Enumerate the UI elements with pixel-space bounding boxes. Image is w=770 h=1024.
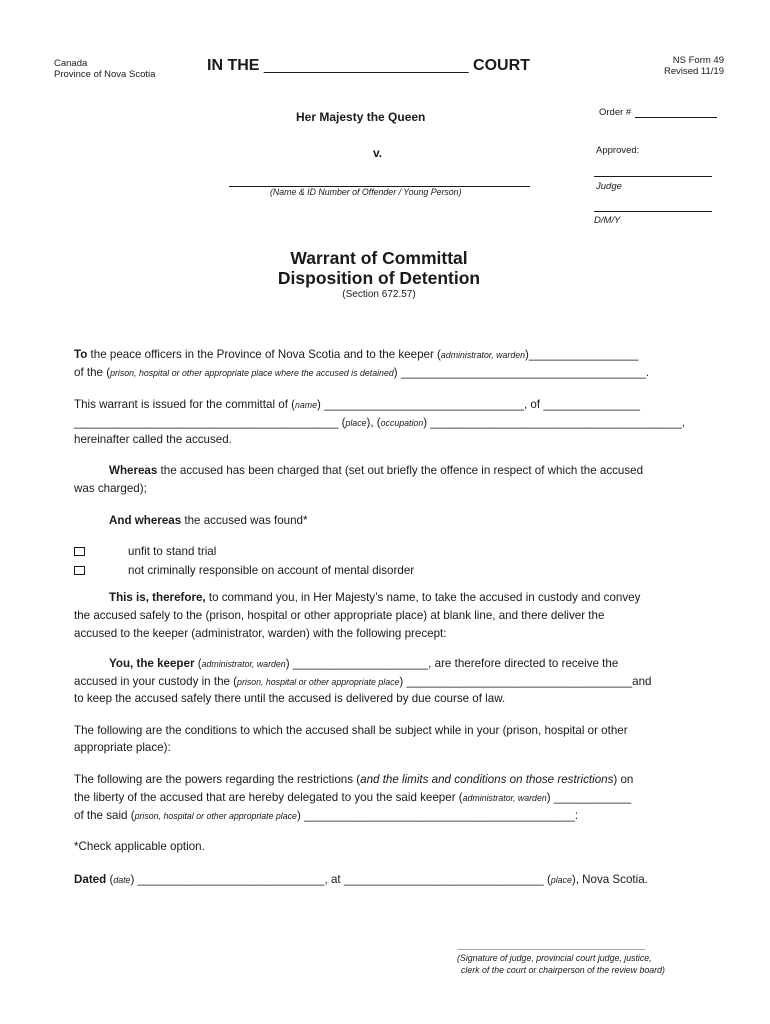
option-unfit-label: unfit to stand trial <box>128 545 217 558</box>
p8-l1-ital: and the limits and conditions on those restrictions <box>360 773 614 786</box>
dated-place-ital: place <box>550 875 572 885</box>
p8-l2-start: the liberty of the accused that are hereby delegated to you the said keeper ( <box>74 791 463 804</box>
p6-line1 <box>109 657 618 670</box>
approved-label: Approved: <box>596 145 640 156</box>
p2-l2-end: ) _______________________________________, <box>423 416 685 429</box>
signature-line: __________________________________________ <box>458 941 645 950</box>
p8-line1 <box>74 773 633 786</box>
option-not-responsible-checkbox[interactable] <box>74 566 85 575</box>
p4-and-whereas: And whereas <box>109 514 182 527</box>
p5-line1 <box>109 591 640 604</box>
p5-line2: the accused safely to the (prison, hospital or other appropriate place) at blank line, and there deliver the <box>74 609 605 622</box>
signature-caption-1: (Signature of judge, provincial court judge, justice, <box>457 953 652 963</box>
p1-to: To <box>74 348 88 361</box>
form-number: NS Form 49 <box>672 55 724 66</box>
dated-open: ( <box>106 873 114 886</box>
judge-signature-line <box>594 176 712 177</box>
p6-line3: to keep the accused safely there until the accused is delivered by due course of law. <box>74 692 506 705</box>
signature-caption-2: clerk of the court or chairperson of the review board) <box>461 965 665 975</box>
p1-l2-ital: prison, hospital or other appropriate place where the accused is detained <box>110 368 394 378</box>
p4-text: the accused was found* <box>181 514 308 527</box>
jurisdiction-country: Canada <box>54 58 88 69</box>
dated-end: ), Nova Scotia. <box>571 873 648 886</box>
p8-l2-end: ) ____________ <box>546 791 632 804</box>
p1-l2-end: ) ______________________________________. <box>393 366 650 379</box>
order-number-line <box>635 117 717 118</box>
p1-l1-text: the peace officers in the Province of Nova Scotia and to the keeper ( <box>87 348 441 361</box>
p8-l1-start: The following are the powers regarding the restrictions ( <box>74 773 361 786</box>
p8-l3-end: ) __________________________________________: <box>296 809 579 822</box>
court-heading <box>207 57 530 75</box>
order-label: Order # <box>599 107 632 118</box>
p7-line1: The following are the conditions to which the accused shall be subject while in your (prison, hospital or other <box>74 724 628 737</box>
p3-whereas: Whereas <box>109 464 158 477</box>
p2-line3: hereinafter called the accused. <box>74 433 232 446</box>
p8-l2-ital: administrator, warden <box>462 793 547 803</box>
p7-line2: appropriate place): <box>74 741 171 754</box>
option-not-responsible-label: not criminally responsible on account of mental disorder <box>128 564 415 577</box>
p8-line2 <box>74 791 631 804</box>
form-revised: Revised 11/19 <box>663 66 724 77</box>
p1-l1-ital: administrator, warden <box>440 350 526 360</box>
p6-l2-start: accused in your custody in the ( <box>74 675 238 688</box>
p8-l1-end: ) on <box>613 773 634 786</box>
p2-l1-start: This warrant is issued for the committal of ( <box>74 398 295 411</box>
p2-line1 <box>74 398 640 411</box>
dated-label: Dated <box>74 873 107 886</box>
p1-l1-end: )_________________ <box>525 348 639 361</box>
title-line-1: Warrant of Committal <box>290 248 468 268</box>
dated-date-ital: date <box>113 875 131 885</box>
p6-l2-end: ) ___________________________________and <box>399 675 652 688</box>
title-line-2: Disposition of Detention <box>277 268 481 288</box>
jurisdiction-province: Province of Nova Scotia <box>54 69 156 80</box>
p2-l1-end: ) _______________________________, of _______________ <box>317 398 641 411</box>
dated-line <box>74 873 648 886</box>
p6-l2-ital: prison, hospital or other appropriate place <box>237 677 400 687</box>
p5-line3: accused to the keeper (administrator, warden) with the following precept: <box>74 627 447 640</box>
p2-l2-ital2: occupation <box>380 418 424 428</box>
p6-keeper: You, the keeper <box>109 657 195 670</box>
p3-line2: was charged); <box>74 482 147 495</box>
p2-l2-mid: ), ( <box>366 416 381 429</box>
court-prefix: IN THE <box>207 57 260 74</box>
p3-line1 <box>109 464 643 477</box>
title-section: (Section 672.57) <box>342 289 416 300</box>
p1-line2 <box>74 366 649 379</box>
p8-l3-start: of the said ( <box>74 809 135 822</box>
p1-line1 <box>74 348 639 361</box>
p2-l2-start: _________________________________________ ( <box>74 416 346 429</box>
offender-caption: (Name & ID Number of Offender / Young Person) <box>270 187 462 197</box>
dated-mid: ) _____________________________, at _______________________________ ( <box>130 873 551 886</box>
p2-l2-ital1: place <box>345 418 367 428</box>
judge-caption: Judge <box>596 181 622 192</box>
p6-l1-ital: administrator, warden <box>201 659 286 669</box>
p8-line3 <box>74 809 578 822</box>
check-option-note: *Check applicable option. <box>74 840 205 853</box>
date-caption: D/M/Y <box>594 215 621 226</box>
p1-l2-start: of the ( <box>74 366 111 379</box>
p6-l1-end: ) _____________________, are therefore directed to receive the <box>285 657 619 670</box>
p2-l1-ital: name <box>295 400 318 410</box>
court-blank: _______________________ <box>263 57 469 74</box>
p8-l3-ital: prison, hospital or other appropriate place <box>134 811 297 821</box>
p3-l1: the accused has been charged that (set out briefly the offence in respect of which the accused <box>157 464 644 477</box>
p5-therefore: This is, therefore, <box>109 591 206 604</box>
p5-l1: to command you, in Her Majesty’s name, to take the accused in custody and convey <box>205 591 641 604</box>
option-unfit-checkbox[interactable] <box>74 547 85 556</box>
p4-line <box>109 514 308 527</box>
p6-l1-open: ( <box>194 657 202 670</box>
versus-label: v. <box>373 146 383 160</box>
crown-party: Her Majesty the Queen <box>296 110 426 124</box>
court-suffix: COURT <box>473 57 530 74</box>
p6-line2 <box>74 675 652 688</box>
p2-line2 <box>74 416 685 429</box>
date-line <box>594 211 712 212</box>
